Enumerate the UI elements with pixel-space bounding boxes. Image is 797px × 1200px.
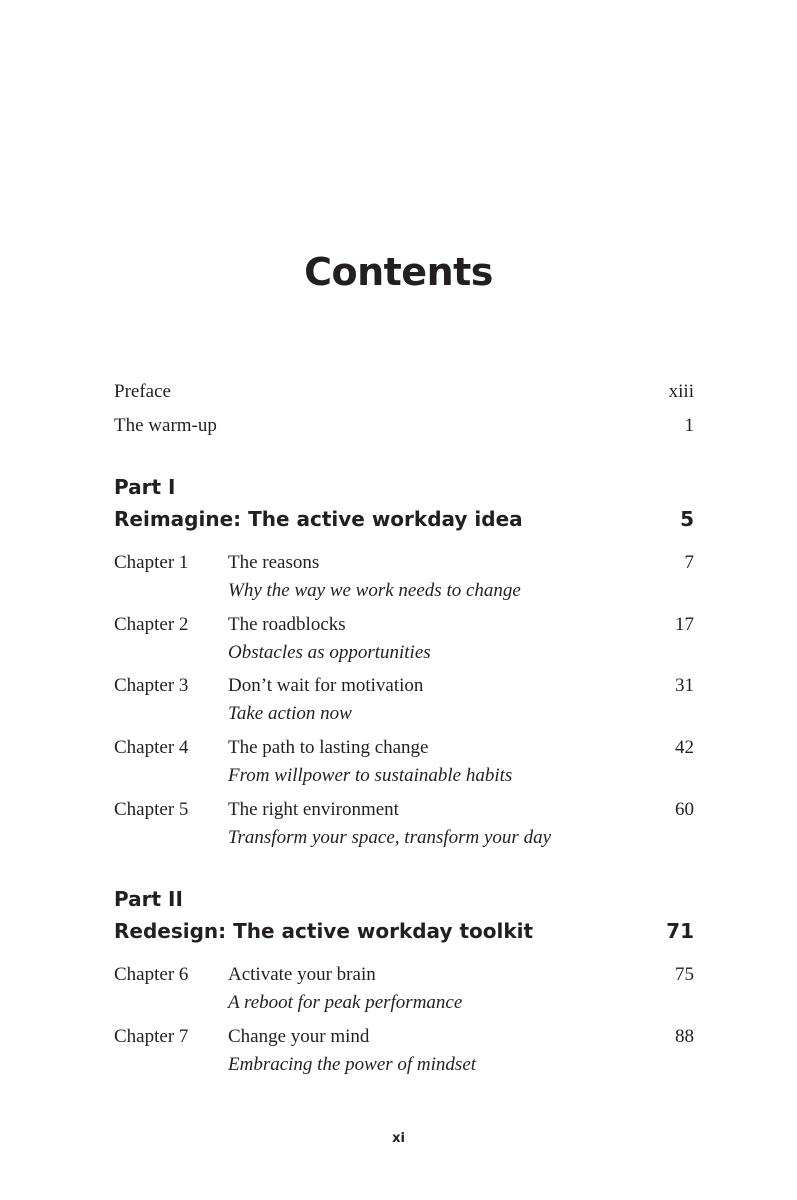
page-title: Contents xyxy=(304,250,493,294)
chapter-title: The reasons xyxy=(228,552,320,573)
chapter-label: Chapter 3 xyxy=(114,675,189,696)
chapter-subtitle: Why the way we work needs to change xyxy=(228,580,521,601)
part-page: 71 xyxy=(666,919,694,943)
chapter-title: Activate your brain xyxy=(228,964,376,985)
entry-page: 1 xyxy=(684,415,694,436)
chapter-title: Don’t wait for motivation xyxy=(228,675,424,696)
chapter-title: The right environment xyxy=(228,799,399,820)
chapter-page: 60 xyxy=(675,799,694,820)
page-number: xi xyxy=(392,1131,405,1146)
entry-page: xiii xyxy=(668,381,694,402)
chapter-label: Chapter 7 xyxy=(114,1026,189,1047)
part-title: Reimagine: The active workday idea xyxy=(114,507,523,531)
chapter-subtitle: From willpower to sustainable habits xyxy=(228,765,513,786)
entry-label: The warm-up xyxy=(114,415,217,436)
chapter-subtitle: Transform your space, transform your day xyxy=(228,827,552,848)
part-title: Redesign: The active workday toolkit xyxy=(114,919,534,943)
chapter-label: Chapter 5 xyxy=(114,799,189,820)
part-page: 5 xyxy=(680,507,694,531)
chapter-title: Change your mind xyxy=(228,1026,370,1047)
chapter-page: 42 xyxy=(675,737,694,758)
chapter-page: 88 xyxy=(675,1026,694,1047)
chapter-subtitle: Obstacles as opportunities xyxy=(228,642,431,663)
chapter-subtitle: A reboot for peak performance xyxy=(228,992,463,1013)
chapter-label: Chapter 2 xyxy=(114,614,189,635)
chapter-page: 75 xyxy=(675,964,694,985)
entry-label: Preface xyxy=(114,381,171,402)
chapter-subtitle: Take action now xyxy=(228,703,352,724)
chapter-title: The path to lasting change xyxy=(228,737,429,758)
chapter-page: 7 xyxy=(684,552,694,573)
chapter-title: The roadblocks xyxy=(228,614,346,635)
chapter-subtitle: Embracing the power of mindset xyxy=(228,1054,477,1075)
chapter-page: 31 xyxy=(675,675,694,696)
part-label: Part II xyxy=(114,887,183,911)
chapter-label: Chapter 4 xyxy=(114,737,189,758)
chapter-label: Chapter 6 xyxy=(114,964,189,985)
chapter-page: 17 xyxy=(675,614,694,635)
part-label: Part I xyxy=(114,475,176,499)
chapter-label: Chapter 1 xyxy=(114,552,189,573)
